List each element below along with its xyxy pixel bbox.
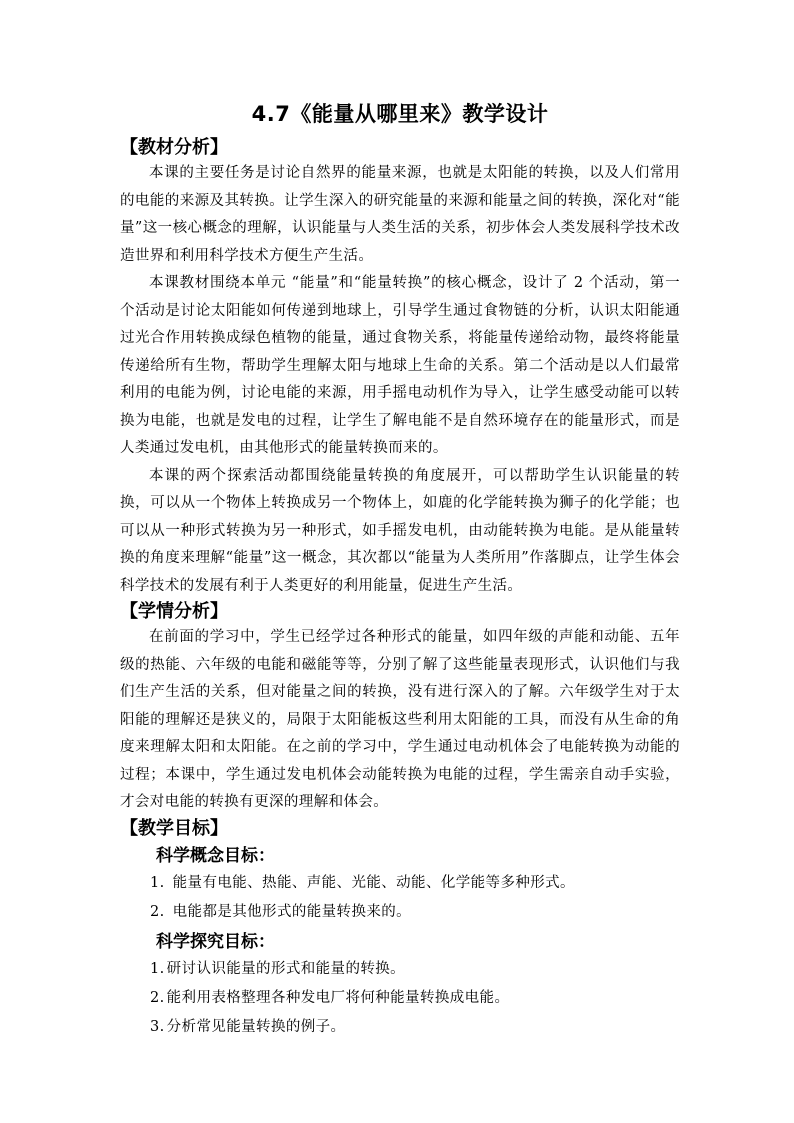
section-heading: 【教学目标】 <box>120 817 228 839</box>
item-text: 研讨认识能量的形式和能量的转换。 <box>166 960 406 977</box>
paragraph: 在前面的学习中，学生已经学过各种形式的能量，如四年级的声能和动能、五年级的热能、六年级的电能和磁能等等，分别了解了这些能量表现形式，认识他们与我们生产生活的关系，但对能量之间的转换，没有进行深入的了解。六年级学生对于太阳能的理解还是狭义的，局限于太阳能板这些利用太阳能的工具，而没有从生命的角度来理解太阳和太阳能。在之前的学习中，学生通过电动机体会了电能转换为动能的过程；本课中，学生通过发电机体会动能转换为电能的过程，学生需亲自动手实验，才会对电能的转换有更深的理解和体会。 <box>120 629 680 810</box>
document-title: 4.7《能量从哪里来》教学设计 <box>251 102 549 126</box>
item-number: 2. <box>150 989 165 1006</box>
list-item <box>150 898 680 927</box>
section-textbook-analysis <box>120 136 680 600</box>
concept-goals-list <box>120 869 680 927</box>
paragraph: 本课的主要任务是讨论自然界的能量来源，也就是太阳能的转换，以及人们常用的电能的来源及其转换。让学生深入的研究能量的来源和能量之间的转换，深化对“能量”这一核心概念的理解，认识能量与人类生活的关系，初步体会人类发展科学技术改造世界和利用科学技术方便生产生活。 <box>120 165 680 264</box>
item-text: 电能都是其他形式的能量转换来的。 <box>172 903 412 920</box>
item-text: 能量有电能、热能、声能、光能、动能、化学能等多种形式。 <box>172 874 575 891</box>
list-item <box>150 869 680 898</box>
section-heading: 【教材分析】 <box>120 137 228 158</box>
paragraph: 本课的两个探索活动都围绕能量转换的角度展开，可以帮助学生认识能量的转换，可以从一个物体上转换成另一个物体上，如鹿的化学能转换为狮子的化学能；也可以从一种形式转换为另一种形式，如手摇发电机，由动能转换为电能。是从能量转换的角度来理解“能量”这一概念，其次都以“能量为人类所用”作落脚点，让学生体会科学技术的发展有利于人类更好的利用能量，促进生产生活。 <box>120 467 680 594</box>
item-number: 3. <box>150 1018 165 1035</box>
paragraph: 本课教材围绕本单元 “能量”和“能量转换”的核心概念，设计了 2 个活动，第一个活动是讨论太阳能如何传递到地球上，引导学生通过食物链的分析，认识太阳能通过光合作用转换成绿色植物的能量，通过食物关系，将能量传递给动物，最终将能量传递给所有生物，帮助学生理解太阳与地球上生命的关系。第二个活动是以人们最常利用的电能为例，讨论电能的来源，用手摇电动机作为导入，让学生感受动能可以转换为电能，也就是发电的过程，让学生了解电能不是自然环境存在的能量形式，而是人类通过发电机，由其他形式的能量转换而来的。 <box>120 275 680 456</box>
section-student-analysis <box>120 600 680 817</box>
item-number: 1. <box>150 874 165 891</box>
list-item <box>150 955 680 984</box>
item-number: 2. <box>150 903 165 920</box>
subheading-inquiry-goals: 科学探究目标： <box>156 931 275 952</box>
subheading-concept-goals: 科学概念目标： <box>156 845 275 866</box>
section-heading: 【学情分析】 <box>120 601 228 622</box>
item-text: 能利用表格整理各种发电厂将何种能量转换成电能。 <box>166 989 510 1006</box>
item-number: 1. <box>150 960 165 977</box>
list-item <box>150 984 680 1013</box>
document-page <box>120 100 680 1042</box>
inquiry-goals-list <box>120 955 680 1042</box>
item-text: 分析常见能量转换的例子。 <box>166 1018 346 1035</box>
list-item <box>150 1013 680 1042</box>
section-teaching-goals <box>120 817 680 1042</box>
